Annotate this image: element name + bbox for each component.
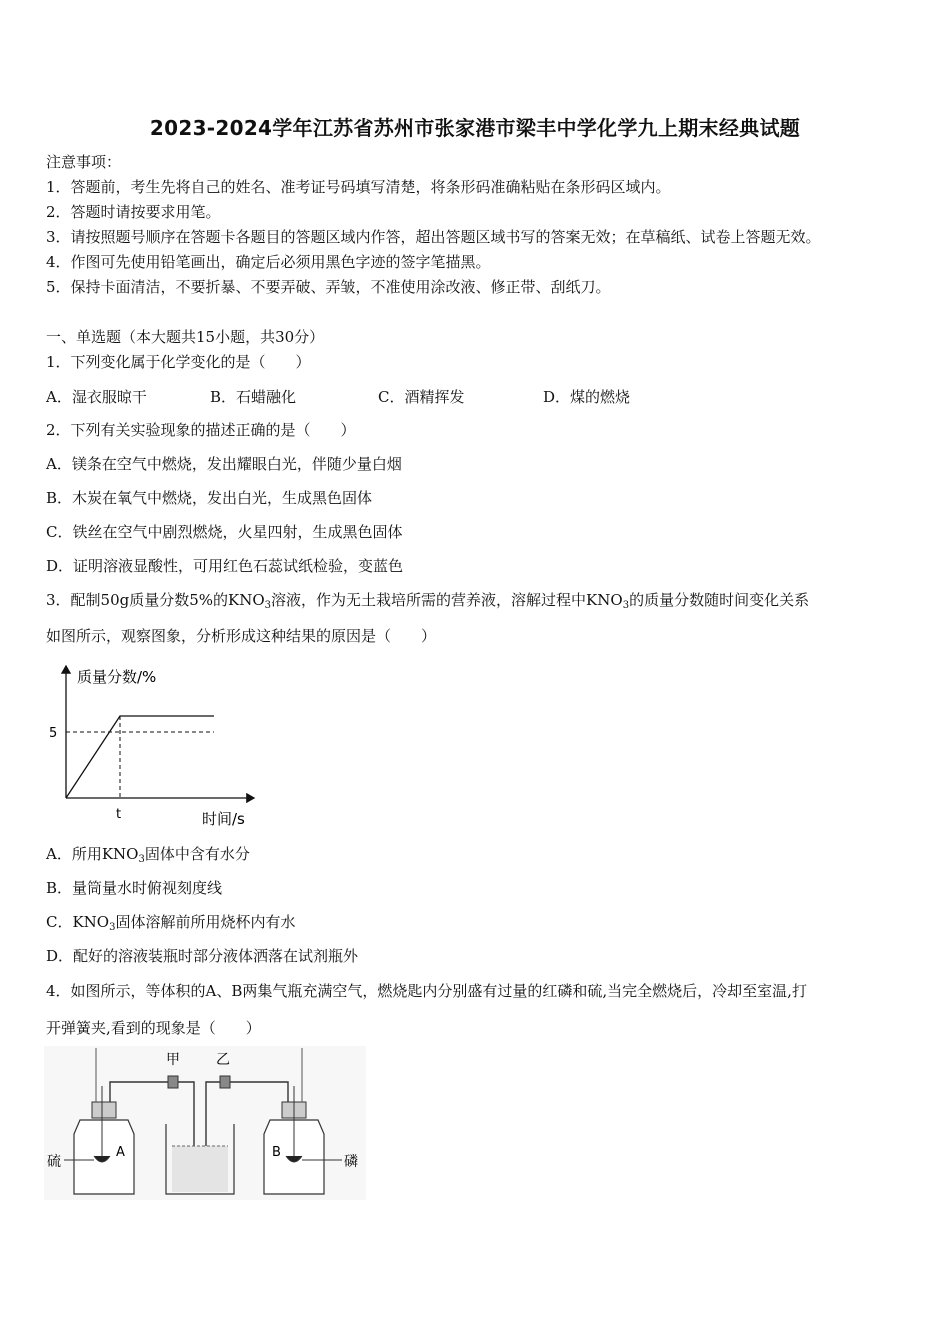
q4-stem-line2: 开弹簧夹,看到的现象是（ ） [46, 1019, 261, 1037]
q3-option-a: A．所用$KNO_3$固体中含有水分 [46, 845, 250, 865]
page-title: 2023-2024学年江苏省苏州市张家港市梁丰中学化学九上期末经典试题 [149, 116, 801, 140]
clamp-jia [168, 1076, 178, 1088]
notice-item-4: 4．作图可先使用铅笔画出，确定后必须用黑色字迹的签字笔描黑。 [46, 253, 491, 271]
q3-option-d: D．配好的溶液装瓶时部分液体洒落在试剂瓶外 [46, 947, 359, 965]
notice-item-3: 3．请按照题号顺序在答题卡各题目的答题区域内作答，超出答题区域书写的答案无效；在草稿纸、试卷上答题无效。 [46, 228, 821, 246]
q2-stem: 2．下列有关实验现象的描述正确的是（ ） [46, 421, 356, 439]
label-phosphorus: 磷 [344, 1154, 358, 1170]
q2-option-a: A．镁条在空气中燃烧，发出耀眼白光，伴随少量白烟 [46, 455, 402, 473]
q2-option-d: D．证明溶液显酸性，可用红色石蕊试纸检验，变蓝色 [46, 557, 404, 575]
q1-option-c: C．酒精挥发 [378, 388, 465, 406]
notice-heading: 注意事项： [46, 153, 122, 171]
q1-option-a: A．湿衣服晾干 [46, 388, 147, 406]
q2-option-b: B．木炭在氧气中燃烧，发出白光，生成黑色固体 [46, 489, 373, 507]
notice-item-1: 1．答题前，考生先将自己的姓名、准考证号码填写清楚，将条形码准确粘贴在条形码区域内。 [46, 178, 671, 196]
section-heading: 一、单选题（本大题共15小题，共30分） [46, 328, 325, 346]
y-tick-label: 5 [49, 726, 58, 741]
notice-item-2: 2．答题时请按要求用笔。 [46, 203, 221, 221]
q3-option-b: B．量筒量水时俯视刻度线 [46, 879, 223, 897]
q4-stem-line1: 4．如图所示，等体积的A、B两集气瓶充满空气，燃烧匙内分别盛有过量的红磷和硫,当完全燃烧后，冷却至室温,打 [46, 982, 807, 1000]
y-axis-label: 质量分数/% [77, 668, 157, 686]
q1-option-d: D．煤的燃烧 [543, 388, 631, 406]
label-bottle-b: B [272, 1145, 281, 1160]
x-axis-label: 时间/s [202, 810, 245, 828]
q2-option-c: C．铁丝在空气中剧烈燃烧，火星四射，生成黑色固体 [46, 523, 403, 541]
mass-fraction-chart [44, 660, 264, 832]
label-sulfur: 硫 [47, 1154, 61, 1170]
q1-stem: 1．下列变化属于化学变化的是（ ） [46, 353, 311, 371]
notice-item-5: 5．保持卡面清洁，不要折暴、不要弄破、弄皱，不准使用涂改液、修正带、刮纸刀。 [46, 278, 611, 296]
clamp-yi [220, 1076, 230, 1088]
x-tick-label: t [116, 807, 122, 822]
label-bottle-a: A [116, 1145, 125, 1160]
q3-stem-line2: 如图所示，观察图象，分析形成这种结果的原因是（ ） [46, 627, 437, 645]
data-line [66, 716, 214, 798]
q1-option-b: B．石蜡融化 [210, 388, 297, 406]
label-jia: 甲 [166, 1052, 180, 1068]
q3-option-c: C．$KNO_3$固体溶解前所用烧杯内有水 [46, 913, 296, 933]
q3-stem: 3．配制50g质量分数5%的$KNO_3$溶液，作为无土栽培所需的营养液，溶解过程中$KNO_3$的质量分数随时间变化关系 [46, 591, 810, 611]
label-yi: 乙 [216, 1052, 230, 1068]
gas-bottle-apparatus [44, 1046, 366, 1200]
